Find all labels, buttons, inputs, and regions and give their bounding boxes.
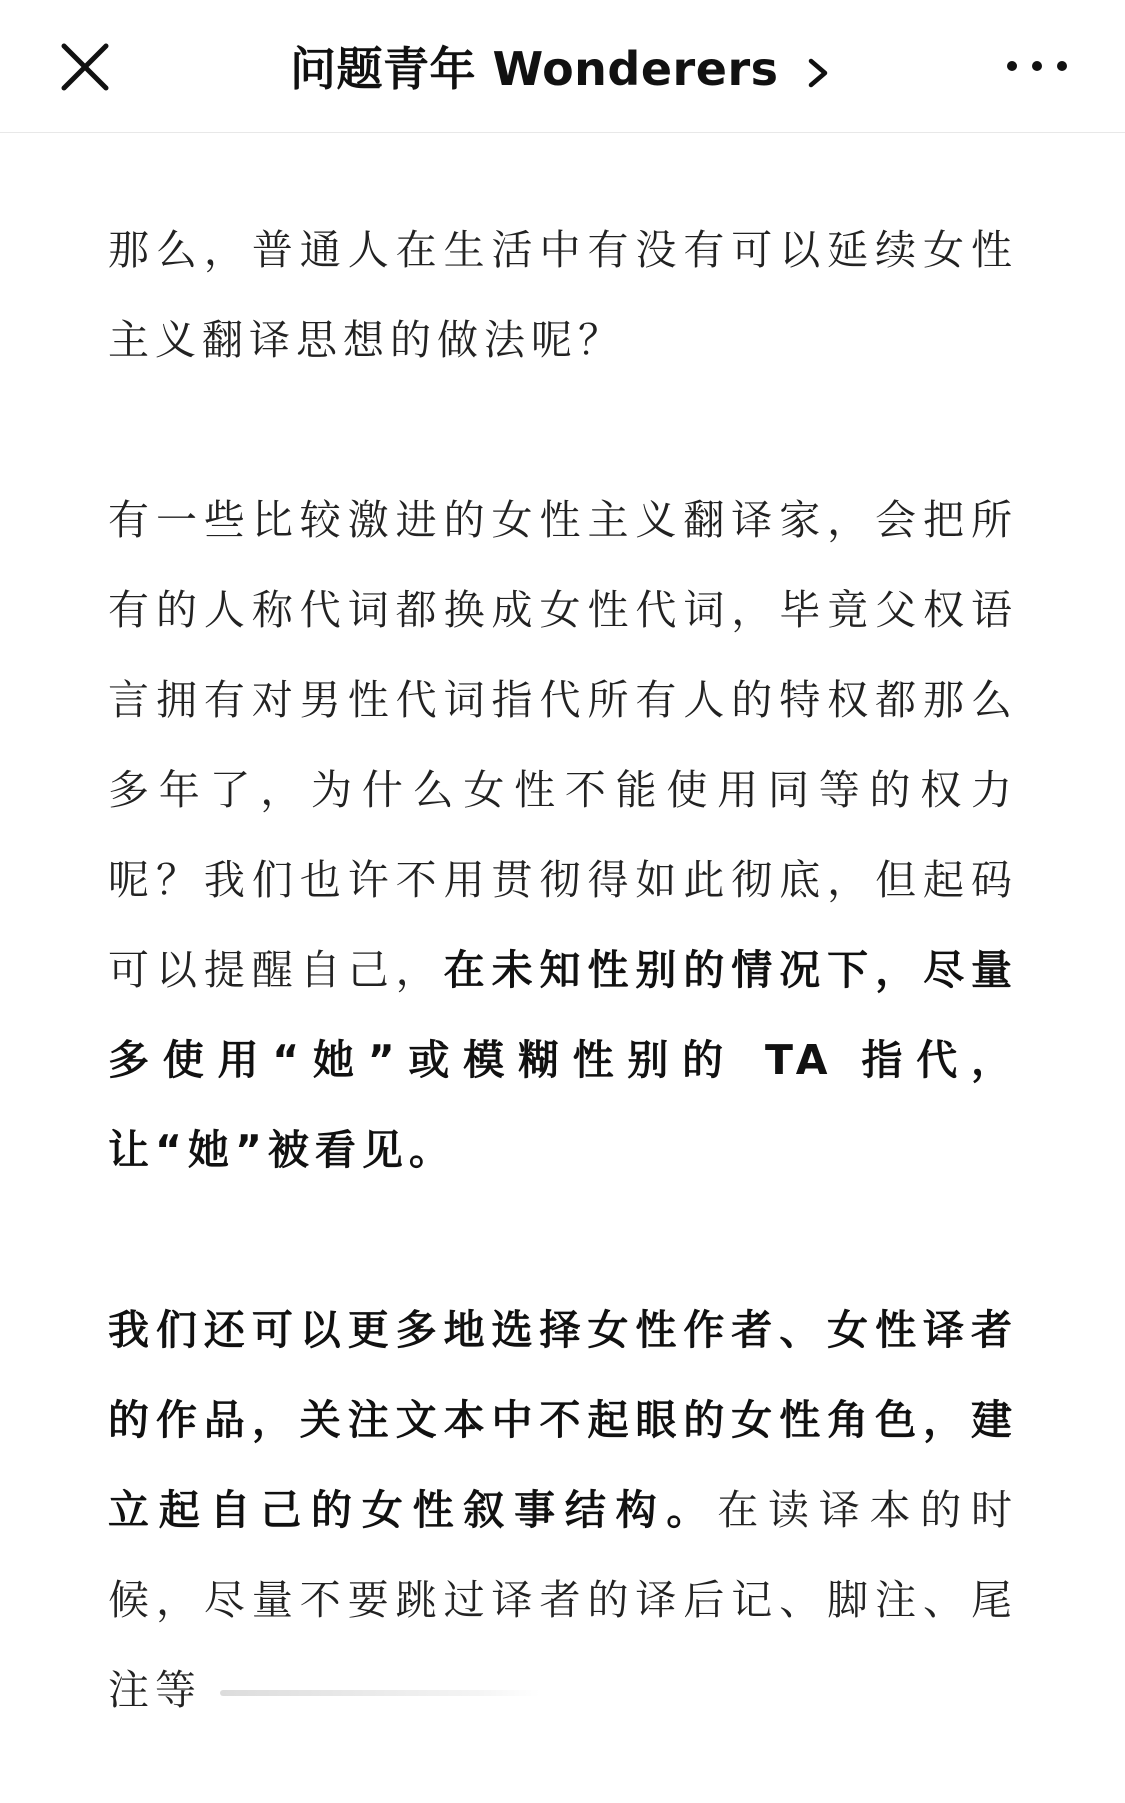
paragraph-2: [108, 475, 1018, 1195]
paragraph-2-bold: 在未知性别的情况下，尽量多使用“她”或模糊性别的 TA 指代，让“她”被看见。: [108, 946, 1019, 1174]
paragraph-3-regular: 在读译本的时候，尽量不要跳过译者的译后记、脚注、尾注等: [108, 1486, 1019, 1714]
loading-placeholder-bar: [220, 1690, 540, 1696]
more-dot: [1007, 61, 1017, 71]
article-body: [108, 205, 1018, 1735]
more-dot: [1057, 61, 1067, 71]
top-navigation-bar: [0, 0, 1125, 133]
paragraph-3: [108, 1285, 1018, 1735]
title-container: [0, 0, 1125, 132]
chevron-right-icon: [801, 53, 835, 93]
paragraph-3-bold: 我们还可以更多地选择女性作者、女性译者的作品，关注文本中不起眼的女性角色，建立起自己的女性叙事结构。: [108, 1306, 1018, 1534]
more-dot: [1032, 61, 1042, 71]
paragraph-1: 那么，普通人在生活中有没有可以延续女性主义翻译思想的做法呢？: [108, 226, 1018, 364]
account-title-link[interactable]: [290, 33, 835, 99]
more-options-button[interactable]: [1007, 48, 1067, 84]
account-title: 问题青年 Wonderers: [289, 42, 779, 96]
paragraph-2-regular: 有一些比较激进的女性主义翻译家，会把所有的人称代词都换成女性代词，毕竟父权语言拥有对男性代词指代所有人的特权都那么多年了，为什么女性不能使用同等的权力呢？我们也许不用贯彻得如此彻底，但起码可以提醒自己，: [108, 496, 1018, 994]
